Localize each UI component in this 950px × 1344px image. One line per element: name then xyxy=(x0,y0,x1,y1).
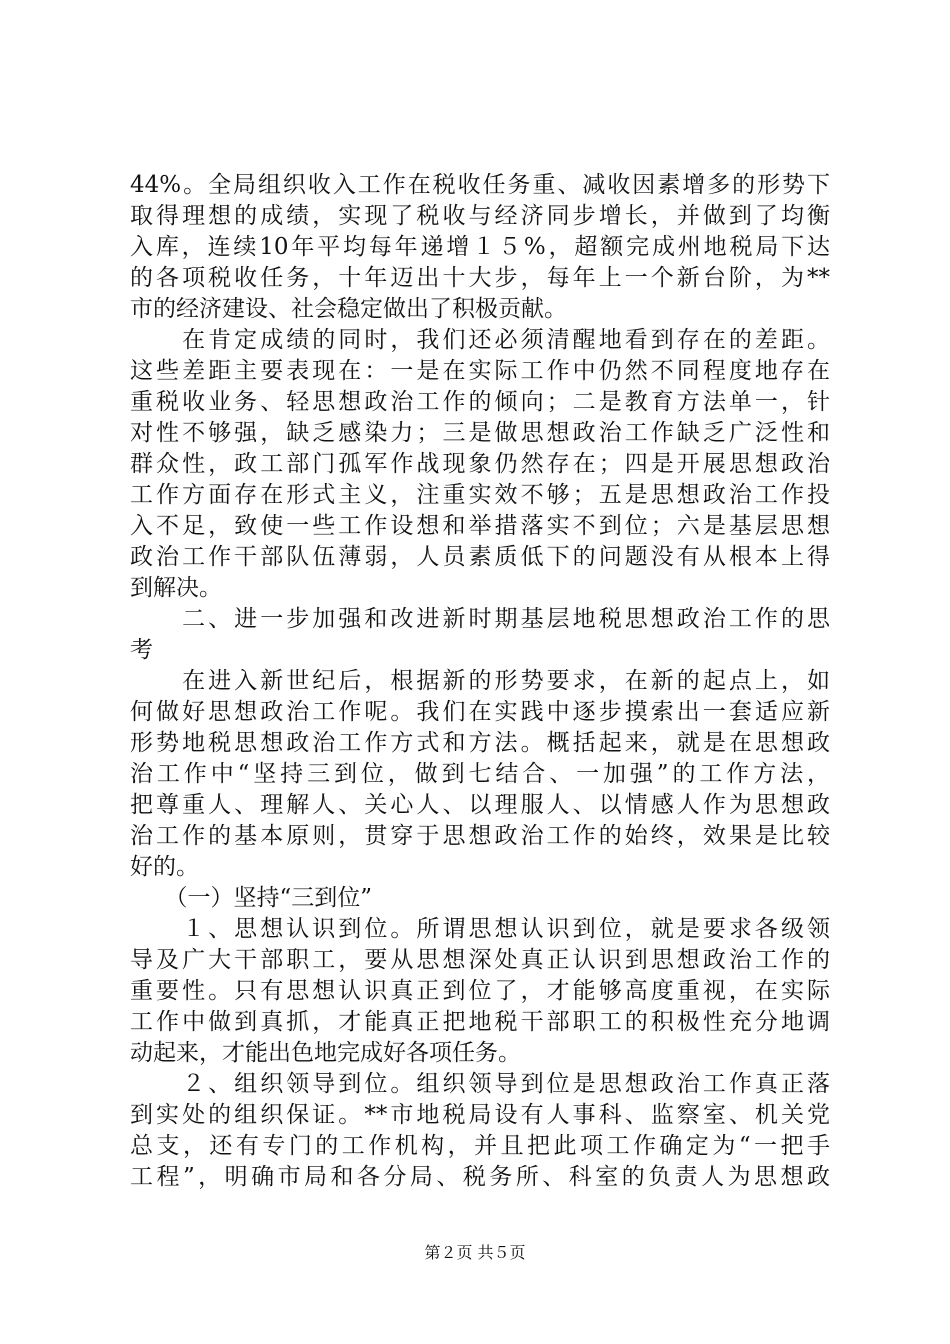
text-line: 何做好思想政治工作呢。我们在实践中逐步摸索出一套适应新 xyxy=(130,699,830,725)
text-line: 形势地税思想政治工作方式和方法。概括起来，就是在思想政 xyxy=(130,730,830,756)
text-line: 在肯定成绩的同时，我们还必须清醒地看到存在的差距。 xyxy=(130,327,830,353)
page-number-footer: 第２页 共５页 xyxy=(424,1243,526,1262)
text-line: 重要性。只有思想认识真正到位了，才能够高度重视，在实际 xyxy=(130,978,830,1004)
text-line: 44%。全局组织收入工作在税收任务重、减收因素增多的形势下 xyxy=(130,172,830,198)
text-line: 工程”，明确市局和各分局、税务所、科室的负责人为思想政 xyxy=(130,1164,830,1190)
text-line: 到解决。 xyxy=(130,575,222,601)
text-line: 治工作中“坚持三到位，做到七结合、一加强”的工作方法， xyxy=(130,761,830,787)
text-line: 在进入新世纪后，根据新的形势要求，在新的起点上，如 xyxy=(130,668,830,694)
text-line: 工作中做到真抓，才能真正把地税干部职工的积极性充分地调 xyxy=(130,1009,830,1035)
text-line: （一）坚持“三到位” xyxy=(130,885,373,911)
text-line: 到实处的组织保证。**市地税局设有人事科、监察室、机关党 xyxy=(130,1102,830,1128)
text-line: 对性不够强，缺乏感染力；三是做思想政治工作缺乏广泛性和 xyxy=(130,420,830,446)
text-line: ２、组织领导到位。组织领导到位是思想政治工作真正落 xyxy=(130,1071,830,1097)
text-line: 把尊重人、理解人、关心人、以理服人、以情感人作为思想政 xyxy=(130,792,830,818)
text-line: 入不足，致使一些工作设想和举措落实不到位；六是基层思想 xyxy=(130,513,830,539)
text-line: 二、进一步加强和改进新时期基层地税思想政治工作的思 xyxy=(130,606,830,632)
text-line: 治工作的基本原则，贯穿于思想政治工作的始终，效果是比较 xyxy=(130,823,830,849)
text-line: 政治工作干部队伍薄弱，人员素质低下的问题没有从根本上得 xyxy=(130,544,830,570)
text-line: １、思想认识到位。所谓思想认识到位，就是要求各级领 xyxy=(130,916,830,942)
text-line: 考 xyxy=(130,637,153,663)
text-line: 市的经济建设、社会稳定做出了积极贡献。 xyxy=(130,296,567,322)
text-line: 总支，还有专门的工作机构，并且把此项工作确定为“一把手 xyxy=(130,1133,830,1159)
text-line: 这些差距主要表现在：一是在实际工作中仍然不同程度地存在 xyxy=(130,358,830,384)
text-line: 好的。 xyxy=(130,854,199,880)
text-line: 的各项税收任务，十年迈出十大步，每年上一个新台阶，为** xyxy=(130,265,830,291)
text-line: 取得理想的成绩，实现了税收与经济同步增长，并做到了均衡 xyxy=(130,203,830,229)
text-line: 入库，连续10年平均每年递增１５%，超额完成州地税局下达 xyxy=(130,234,830,260)
text-line: 导及广大干部职工，要从思想深处真正认识到思想政治工作的 xyxy=(130,947,830,973)
text-line: 动起来，才能出色地完成好各项任务。 xyxy=(130,1040,521,1066)
text-line: 工作方面存在形式主义，注重实效不够；五是思想政治工作投 xyxy=(130,482,830,508)
text-line: 群众性，政工部门孤军作战现象仍然存在；四是开展思想政治 xyxy=(130,451,830,477)
text-line: 重税收业务、轻思想政治工作的倾向；二是教育方法单一，针 xyxy=(130,389,830,415)
document-body xyxy=(130,170,830,1193)
